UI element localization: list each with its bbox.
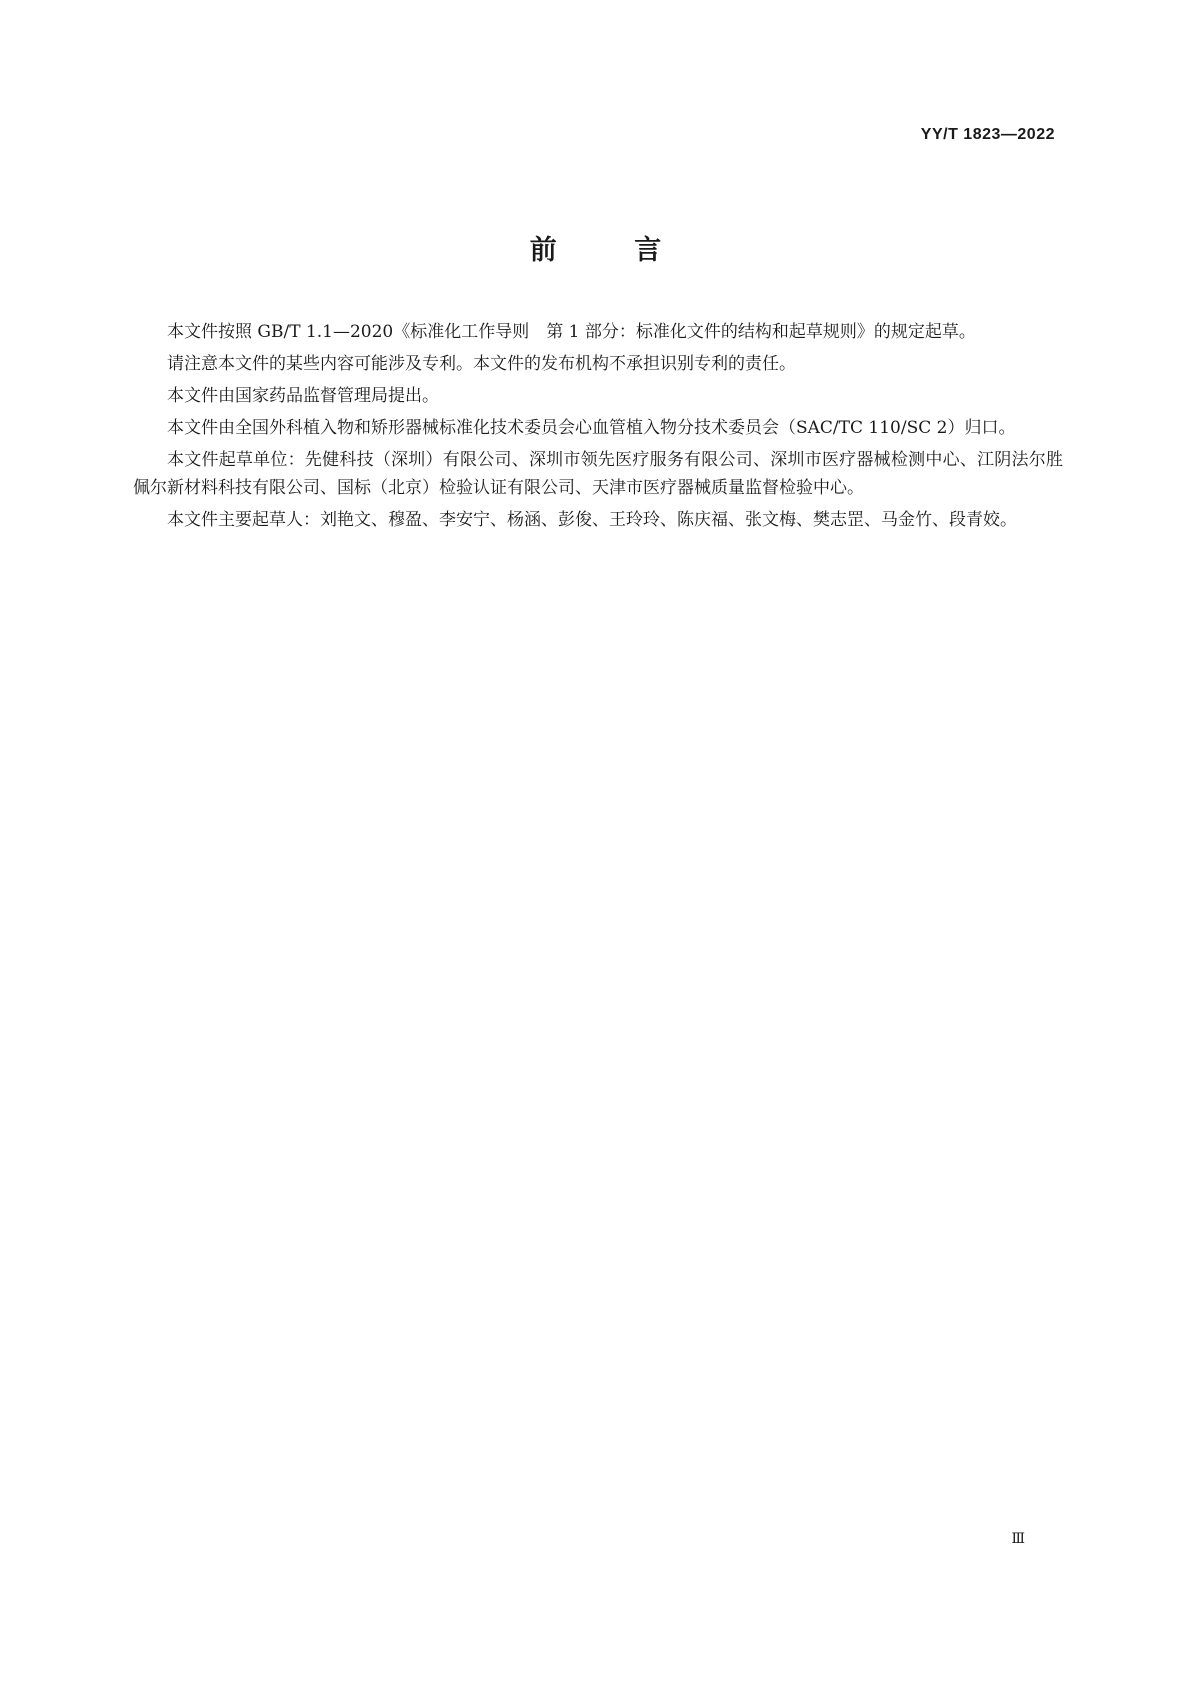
document-code: YY/T 1823—2022	[920, 126, 1055, 143]
paragraph-patent-notice: 请注意本文件的某些内容可能涉及专利。本文件的发布机构不承担识别专利的责任。	[167, 354, 796, 374]
page-title: 前 言	[529, 235, 696, 266]
paragraph-committee: 本文件由全国外科植入物和矫形器械标准化技术委员会心血管植入物分技术委员会（SAC/TC 110/SC 2）归口。	[167, 418, 1016, 438]
foreword-body	[133, 318, 1063, 538]
page-number: Ⅲ	[1011, 1532, 1025, 1547]
paragraph-drafting-rules: 本文件按照 GB/T 1.1—2020《标准化工作导则 第 1 部分：标准化文件的结构和起草规则》的规定起草。	[167, 322, 976, 342]
paragraph-drafting-units: 本文件起草单位：先健科技（深圳）有限公司、深圳市领先医疗服务有限公司、深圳市医疗器械检测中心、江阴法尔胜佩尔新材料科技有限公司、国标（北京）检验认证有限公司、天津市医疗器械质量监督检验中心。	[133, 450, 1063, 498]
paragraph-drafters: 本文件主要起草人：刘艳文、穆盈、李安宁、杨涵、彭俊、王玲玲、陈庆福、张文梅、樊志罡、马金竹、段青姣。	[167, 510, 1017, 530]
paragraph-proposer: 本文件由国家药品监督管理局提出。	[167, 386, 439, 406]
